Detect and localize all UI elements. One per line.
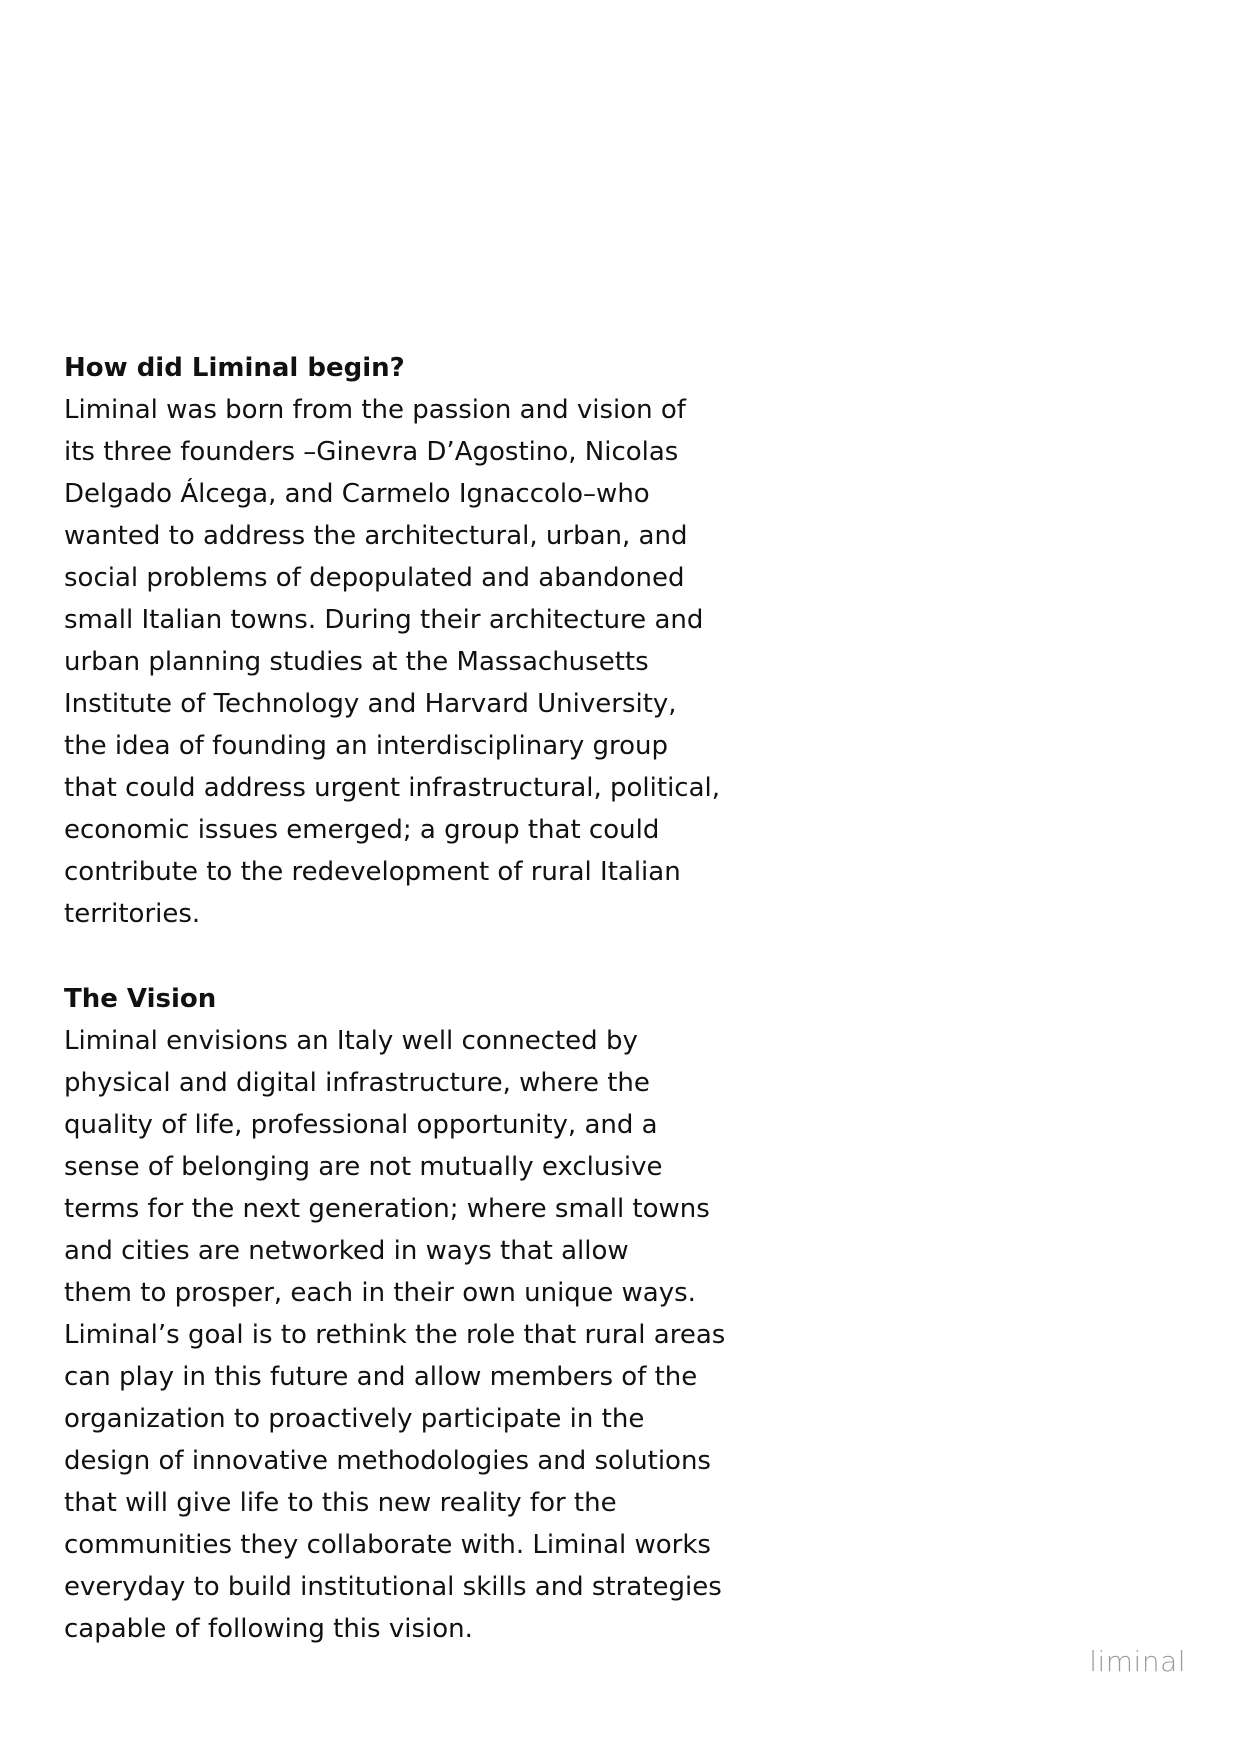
text-line: physical and digital infrastructure, where the bbox=[64, 1068, 650, 1098]
text-line: design of innovative methodologies and solutions bbox=[64, 1446, 711, 1476]
text-line: sense of belonging are not mutually exclusive bbox=[64, 1152, 663, 1182]
text-line: wanted to address the architectural, urban, and bbox=[64, 521, 688, 551]
text-line: urban planning studies at the Massachusetts bbox=[64, 647, 649, 677]
section-heading: How did Liminal begin? bbox=[64, 353, 405, 383]
text-line: that will give life to this new reality for the bbox=[64, 1488, 617, 1518]
text-line: Liminal was born from the passion and vision of bbox=[64, 395, 686, 425]
text-line: small Italian towns. During their architecture and bbox=[64, 605, 704, 635]
section-paragraph bbox=[64, 1020, 824, 1650]
section-paragraph bbox=[64, 389, 824, 935]
text-line: Liminal envisions an Italy well connected by bbox=[64, 1026, 638, 1056]
text-line: social problems of depopulated and abandoned bbox=[64, 563, 685, 593]
text-line: can play in this future and allow members of the bbox=[64, 1362, 698, 1392]
text-line: that could address urgent infrastructural, political, bbox=[64, 773, 721, 803]
document-body bbox=[64, 347, 824, 1650]
text-line: and cities are networked in ways that allow bbox=[64, 1236, 629, 1266]
text-line: them to prosper, each in their own unique ways. bbox=[64, 1278, 696, 1308]
text-line: Liminal’s goal is to rethink the role that rural areas bbox=[64, 1320, 726, 1350]
text-line: contribute to the redevelopment of rural Italian bbox=[64, 857, 681, 887]
section-vision bbox=[64, 978, 824, 1650]
text-line: economic issues emerged; a group that could bbox=[64, 815, 660, 845]
text-line: capable of following this vision. bbox=[64, 1614, 473, 1644]
text-line: Institute of Technology and Harvard University, bbox=[64, 689, 677, 719]
text-line: quality of life, professional opportunity, and a bbox=[64, 1110, 658, 1140]
text-line: communities they collaborate with. Liminal works bbox=[64, 1530, 711, 1560]
section-heading: The Vision bbox=[64, 984, 217, 1014]
text-line: organization to proactively participate in the bbox=[64, 1404, 645, 1434]
section-how-began bbox=[64, 347, 824, 935]
text-line: territories. bbox=[64, 899, 201, 929]
text-line: the idea of founding an interdisciplinary group bbox=[64, 731, 668, 761]
footer-brand-wordmark: liminal bbox=[1089, 1645, 1186, 1678]
text-line: terms for the next generation; where small towns bbox=[64, 1194, 710, 1224]
text-line: Delgado Álcega, and Carmelo Ignaccolo–who bbox=[64, 479, 650, 509]
text-line: everyday to build institutional skills and strategies bbox=[64, 1572, 722, 1602]
text-line: its three founders –Ginevra D’Agostino, Nicolas bbox=[64, 437, 679, 467]
